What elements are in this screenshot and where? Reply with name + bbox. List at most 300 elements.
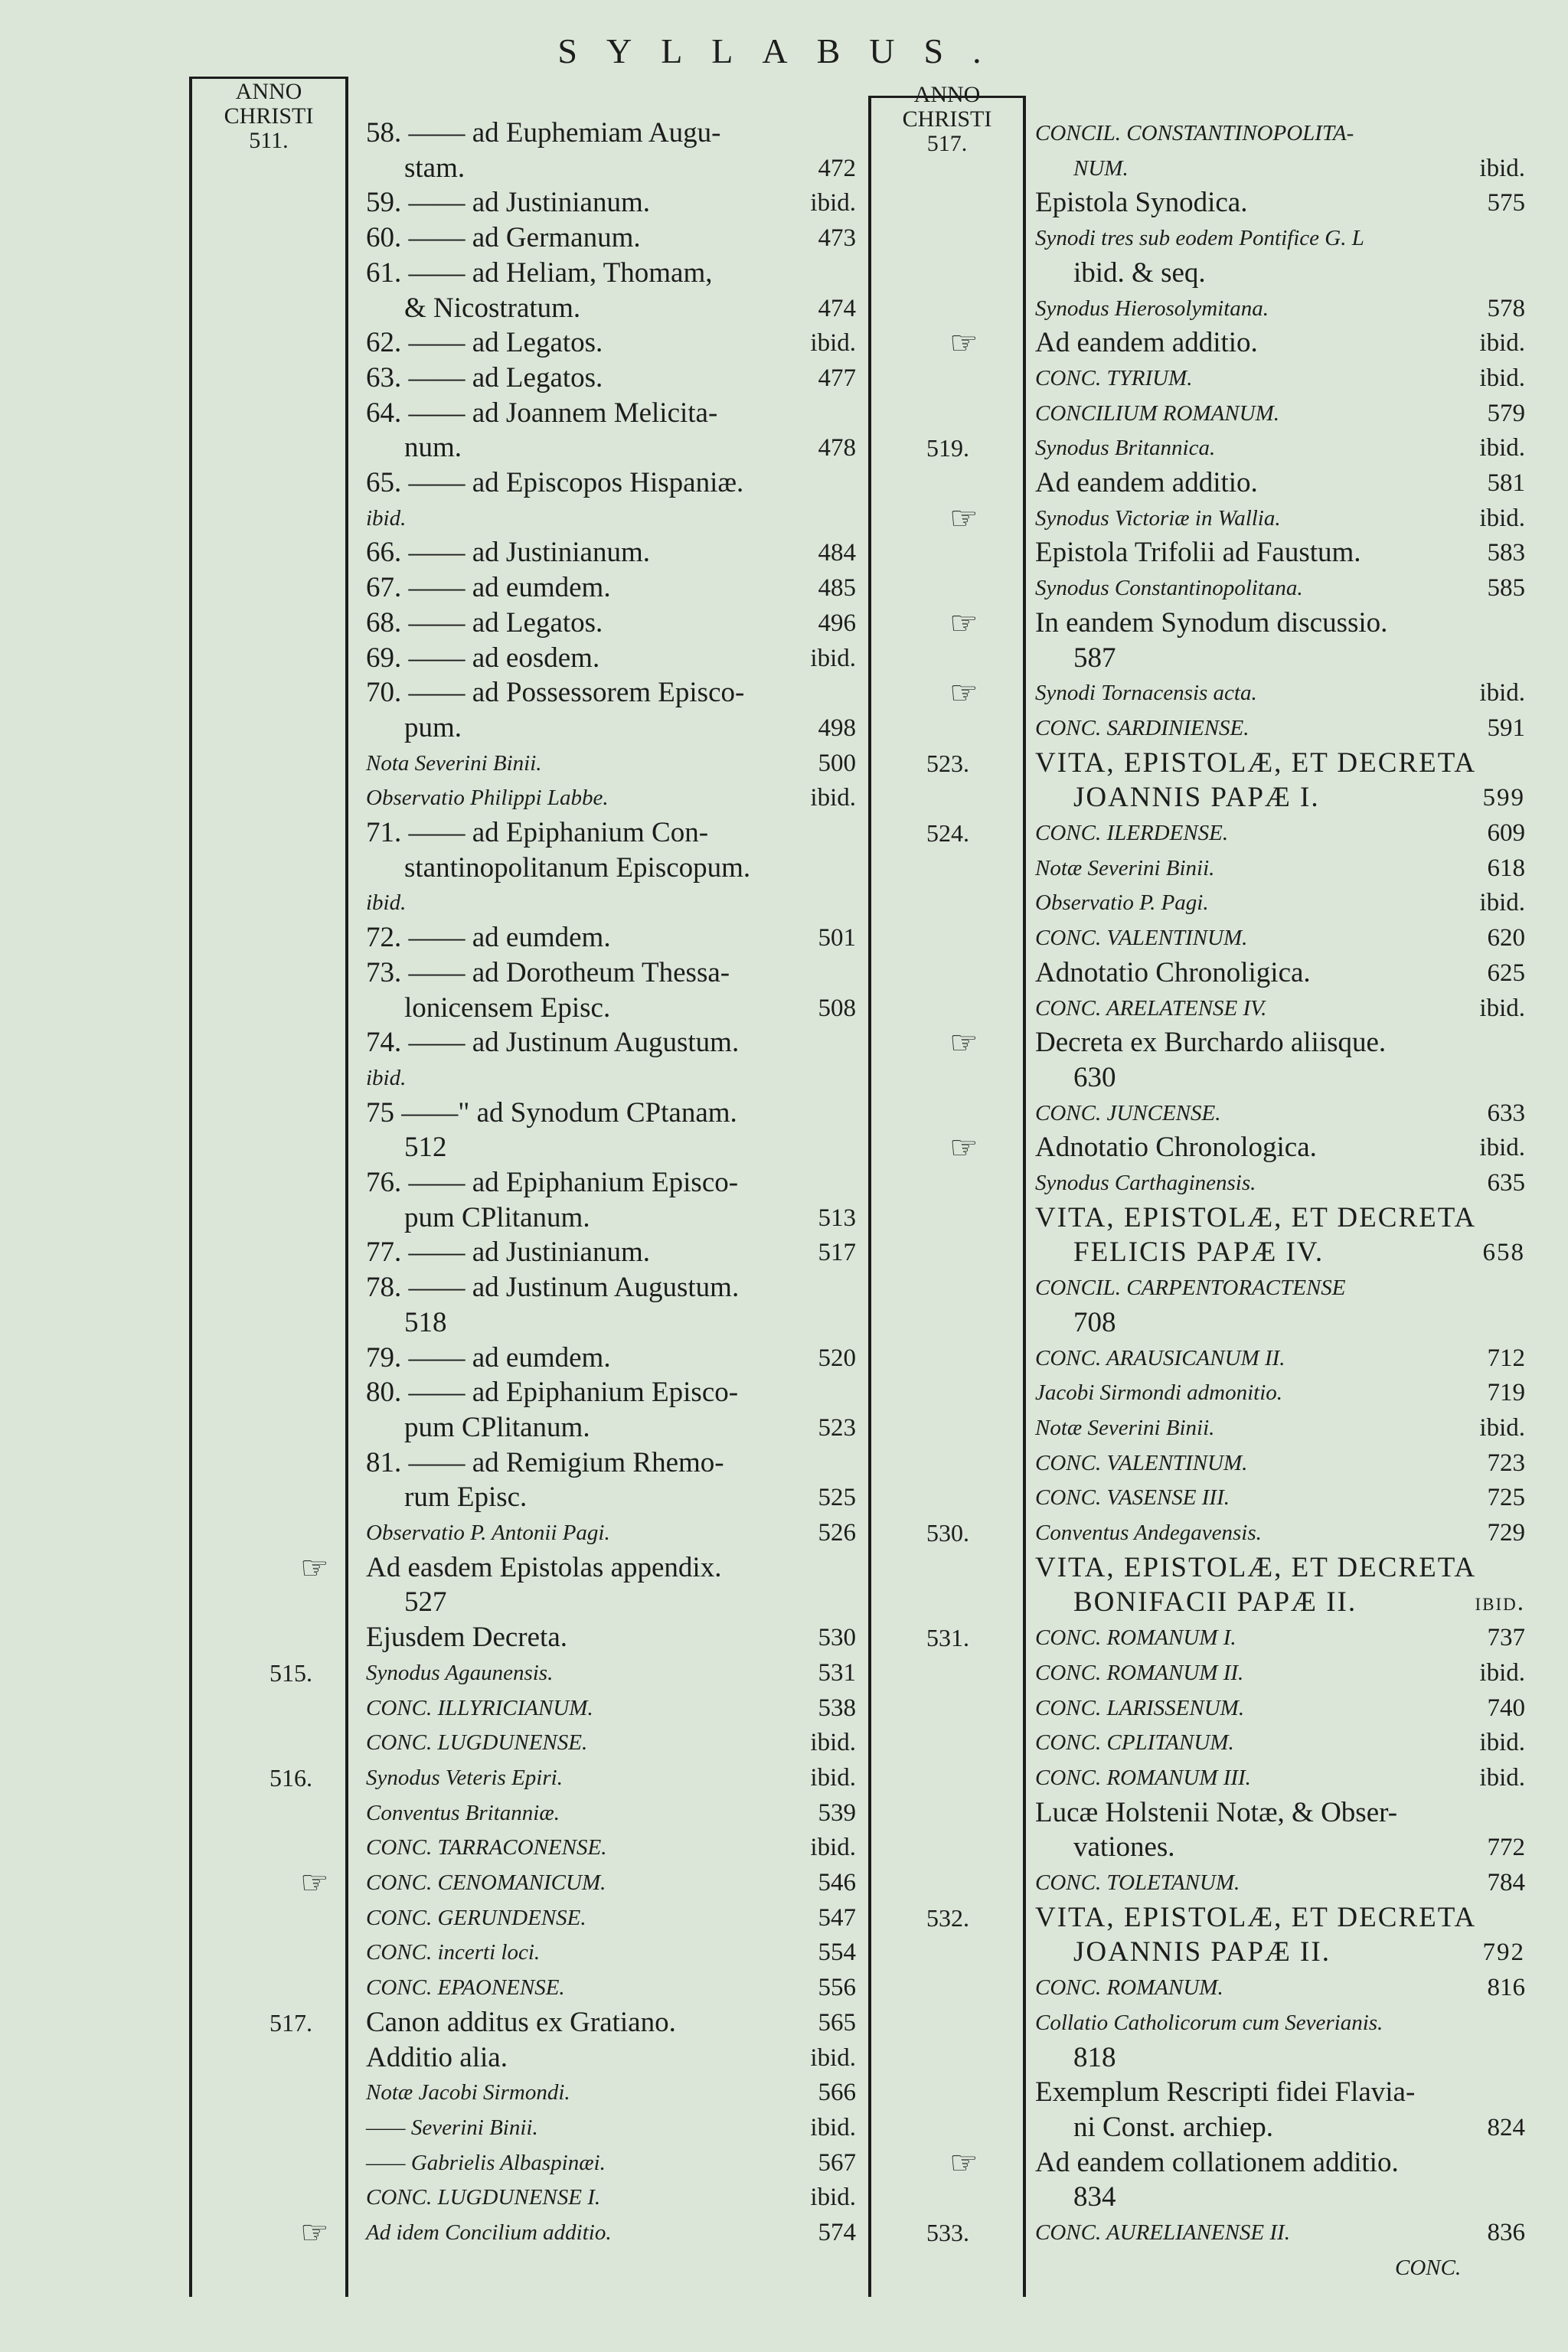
entry-text: CONC. GERUNDENSE. xyxy=(366,1905,586,1930)
left-entry xyxy=(366,2180,856,2214)
entry-text: CONC. ROMANUM. xyxy=(1035,1975,1223,2001)
right-entry xyxy=(1035,1341,1525,1375)
entry-text: 64. —— ad Joannem Melicita- xyxy=(366,397,718,429)
page-number: 574 xyxy=(818,2219,856,2246)
right-entry xyxy=(1035,2076,1525,2109)
page-number: 517 xyxy=(818,1239,856,1267)
entry-text: Ad eandem additio. xyxy=(1035,467,1258,498)
page-number: ibid. xyxy=(810,2043,856,2072)
entry-text: Synodus Veteris Epiri. xyxy=(366,1765,563,1790)
page-number: 546 xyxy=(818,1869,856,1896)
entry-text: 834 xyxy=(1073,2181,1116,2213)
entry-text: CONC. ILLYRICIANUM. xyxy=(366,1695,593,1720)
entry-text: pum. xyxy=(404,711,462,743)
left-entry xyxy=(366,1656,856,1690)
pointing-hand-icon: ☞ xyxy=(949,1129,978,1167)
right-entry xyxy=(1035,1726,1525,1759)
right-entry xyxy=(1035,886,1525,920)
entry-text: CONC. AURELIANENSE II. xyxy=(1035,2220,1290,2245)
page-number: 591 xyxy=(1487,714,1525,742)
page-number: 565 xyxy=(818,2008,856,2037)
right-entry xyxy=(1035,1201,1525,1235)
right-entry xyxy=(1035,431,1525,465)
entry-text: CONC. CPLITANUM. xyxy=(1035,1730,1234,1756)
page-number: 633 xyxy=(1487,1099,1525,1127)
page-number: ibid. xyxy=(810,644,856,672)
left-entry xyxy=(366,816,856,850)
left-entry xyxy=(366,1446,856,1480)
right-entry xyxy=(1035,466,1525,500)
entry-text: 76. —— ad Epiphanium Episco- xyxy=(366,1167,739,1198)
entry-text: Exemplum Rescripti fidei Flavia- xyxy=(1035,2076,1416,2109)
entry-text: CONC. xyxy=(1395,2255,1462,2280)
right-entry xyxy=(1035,1936,1525,1969)
anno-label: ANNO xyxy=(235,79,302,104)
right-entry xyxy=(1035,292,1525,325)
year-marker: 519. xyxy=(926,434,969,462)
right-entry xyxy=(1035,2251,1525,2285)
entry-text: Canon additus ex Gratiano. xyxy=(366,2006,676,2038)
right-entry xyxy=(1035,2006,1525,2040)
entry-text: 518 xyxy=(404,1306,447,1338)
pointing-hand-icon: ☞ xyxy=(300,1548,329,1586)
left-entry xyxy=(366,1096,856,1130)
right-entry xyxy=(1035,851,1525,885)
right-entry xyxy=(1035,1551,1525,1585)
left-entry xyxy=(366,1376,856,1410)
left-entry xyxy=(366,1481,856,1514)
entry-text: CONC. TOLETANUM. xyxy=(1035,1870,1240,1895)
center-rule xyxy=(868,96,871,2297)
page-number: 579 xyxy=(1487,399,1525,427)
right-entry xyxy=(1035,1621,1525,1655)
left-entry xyxy=(366,256,856,290)
entry-text: ibid. & seq. xyxy=(1073,256,1206,289)
entry-text: CONC. ILERDENSE. xyxy=(1035,821,1229,845)
page-number: 599 xyxy=(1482,784,1525,812)
page-number: ibid. xyxy=(1479,889,1525,917)
entry-text: VITA, EPISTOLÆ, ET DECRETA xyxy=(1035,746,1477,779)
right-entry xyxy=(1035,1026,1525,1060)
right-entry xyxy=(1035,2041,1525,2075)
page-number: 566 xyxy=(818,2079,856,2107)
right-entry xyxy=(1035,2216,1525,2249)
right-entry xyxy=(1035,711,1525,745)
page-number: 658 xyxy=(1482,1239,1525,1267)
right-entry xyxy=(1035,1446,1525,1480)
right-entry xyxy=(1035,326,1525,360)
left-entry xyxy=(366,116,856,150)
entry-text: 81. —— ad Remigium Rhemo- xyxy=(366,1446,724,1478)
left-entry xyxy=(366,1586,856,1619)
right-entry xyxy=(1035,606,1525,640)
entry-text: Decreta ex Burchardo aliisque. xyxy=(1035,1027,1387,1059)
right-entry xyxy=(1035,1411,1525,1445)
left-entry xyxy=(366,886,856,920)
left-entry xyxy=(366,606,856,640)
entry-text: CONC. VALENTINUM. xyxy=(1035,1450,1248,1475)
entry-text: CONC. VALENTINUM. xyxy=(1035,926,1248,951)
page-number: 575 xyxy=(1487,189,1525,217)
page-number: 478 xyxy=(818,434,856,462)
page-number: ibid. xyxy=(810,329,856,358)
entry-text: CONCILIUM ROMANUM. xyxy=(1035,400,1279,426)
left-entry xyxy=(366,1131,856,1165)
entry-text: 63. —— ad Legatos. xyxy=(366,361,603,394)
page-number: ibid. xyxy=(1479,329,1525,358)
left-entry xyxy=(366,1621,856,1655)
right-entry xyxy=(1035,221,1525,255)
page-number: 723 xyxy=(1487,1449,1525,1477)
right-entry xyxy=(1035,397,1525,430)
page-number: 737 xyxy=(1487,1624,1525,1652)
right-entry xyxy=(1035,2180,1525,2214)
entry-text: rum Episc. xyxy=(404,1481,528,1514)
entry-text: CONCIL. CARPENTORACTENSE xyxy=(1035,1276,1346,1301)
right-entry xyxy=(1035,1586,1525,1619)
year-marker: 531. xyxy=(926,1624,969,1652)
page-number: ibid. xyxy=(1479,679,1525,707)
right-anno-header xyxy=(871,83,1023,156)
entry-text: CONCIL. CONSTANTINOPOLITA- xyxy=(1035,121,1354,145)
entry-text: 587 xyxy=(1073,642,1116,674)
entry-text: ibid. xyxy=(366,890,407,916)
left-anno-header xyxy=(193,80,345,153)
page-number: 585 xyxy=(1487,574,1525,603)
left-entry xyxy=(366,1691,856,1725)
right-entry xyxy=(1035,152,1525,185)
pointing-hand-icon: ☞ xyxy=(949,498,978,537)
left-entry xyxy=(366,186,856,220)
entry-text: Epistola Synodica. xyxy=(1035,187,1248,219)
left-entry xyxy=(366,676,856,710)
entry-text: CONC. SARDINIENSE. xyxy=(1035,715,1250,740)
page-number: 477 xyxy=(818,364,856,392)
entry-text: 77. —— ad Justinianum. xyxy=(366,1236,651,1269)
right-entry xyxy=(1035,1481,1525,1514)
pointing-hand-icon: ☞ xyxy=(949,1024,978,1062)
page-number: 581 xyxy=(1487,469,1525,497)
entry-text: CONC. TYRIUM. xyxy=(1035,365,1193,390)
christi-label: CHRISTI xyxy=(224,103,314,129)
left-entry xyxy=(366,466,856,500)
page-number: 538 xyxy=(818,1694,856,1722)
right-entry xyxy=(1035,921,1525,955)
page-number: ibid. xyxy=(810,2184,856,2212)
entry-text: 60. —— ad Germanum. xyxy=(366,222,641,254)
entry-text: BONIFACII PAPÆ II. xyxy=(1073,1586,1357,1619)
page-number: 620 xyxy=(1487,924,1525,952)
left-entry xyxy=(366,501,856,535)
right-entry xyxy=(1035,1831,1525,1864)
left-entry xyxy=(366,1516,856,1550)
entry-text: 59. —— ad Justinianum. xyxy=(366,187,651,219)
entry-text: CONC. ROMANUM I. xyxy=(1035,1625,1236,1651)
page-number: 792 xyxy=(1482,1939,1525,1967)
right-entry xyxy=(1035,991,1525,1025)
left-entry xyxy=(366,921,856,955)
left-entry xyxy=(366,1026,856,1060)
right-entry xyxy=(1035,571,1525,605)
page-number: 523 xyxy=(818,1413,856,1442)
page-number: 784 xyxy=(1487,1869,1525,1896)
left-entry xyxy=(366,292,856,325)
right-entry xyxy=(1035,1376,1525,1410)
left-entry xyxy=(366,326,856,360)
entry-text: CONC. CENOMANICUM. xyxy=(366,1870,606,1895)
year-marker: 515. xyxy=(270,1658,312,1687)
entry-text: Jacobi Sirmondi admonitio. xyxy=(1035,1380,1283,1406)
entry-text: ibid. xyxy=(366,1065,407,1090)
left-entry xyxy=(366,1411,856,1445)
right-entry xyxy=(1035,1516,1525,1550)
entry-text: 75 ——" ad Synodum CPtanam. xyxy=(366,1096,737,1129)
left-entry xyxy=(366,1761,856,1795)
entry-text: CONC. VASENSE III. xyxy=(1035,1485,1230,1511)
right-entry xyxy=(1035,1166,1525,1200)
entry-text: CONC. ROMANUM III. xyxy=(1035,1765,1251,1790)
left-entry xyxy=(366,746,856,780)
entry-text: Synodus Constantinopolitana. xyxy=(1035,576,1303,601)
left-entry xyxy=(366,851,856,885)
entry-text: 512 xyxy=(404,1132,447,1164)
page-number: 500 xyxy=(818,749,856,777)
entry-text: CONC. TARRACONENSE. xyxy=(366,1835,607,1860)
entry-text: num. xyxy=(404,432,462,464)
entry-text: Ad eandem additio. xyxy=(1035,327,1258,359)
left-entry xyxy=(366,221,856,255)
right-inner-rule xyxy=(1023,96,1026,2297)
page-number: 496 xyxy=(818,609,856,637)
entry-text: FELICIS PAPÆ IV. xyxy=(1073,1236,1325,1269)
entry-text: Epistola Trifolii ad Faustum. xyxy=(1035,537,1361,569)
year-marker: 517. xyxy=(270,2008,312,2037)
page-number: ibid. xyxy=(810,1729,856,1757)
year-marker: 524. xyxy=(926,819,969,847)
right-entry xyxy=(1035,956,1525,990)
entry-text: 66. —— ad Justinianum. xyxy=(366,537,651,569)
entry-text: Adnotatio Chronologica. xyxy=(1035,1132,1317,1164)
right-entry xyxy=(1035,256,1525,290)
right-entry xyxy=(1035,116,1525,150)
left-entry xyxy=(366,571,856,605)
entry-text: 58. —— ad Euphemiam Augu- xyxy=(366,117,721,149)
page-number: ibid. xyxy=(1479,1763,1525,1792)
page-number: 816 xyxy=(1487,1974,1525,2002)
year-marker: 533. xyxy=(926,2219,969,2246)
right-entry xyxy=(1035,676,1525,710)
page-number: 547 xyxy=(818,1903,856,1932)
right-entry xyxy=(1035,1096,1525,1130)
entry-text: 61. —— ad Heliam, Thomam, xyxy=(366,256,713,289)
entry-text: CONC. incerti loci. xyxy=(366,1940,541,1965)
entry-text: 68. —— ad Legatos. xyxy=(366,606,603,639)
right-entry xyxy=(1035,501,1525,535)
page-number: 712 xyxy=(1487,1344,1525,1372)
page-number: 583 xyxy=(1487,539,1525,567)
page-number: 484 xyxy=(818,539,856,567)
entry-text: Synodus Victoriæ in Wallia. xyxy=(1035,505,1281,531)
left-inner-rule xyxy=(345,77,348,2297)
page-number: 625 xyxy=(1487,959,1525,987)
entry-text: 79. —— ad eumdem. xyxy=(366,1341,611,1374)
page-number: 618 xyxy=(1487,854,1525,882)
left-entry xyxy=(366,1936,856,1969)
page-number: 836 xyxy=(1487,2219,1525,2246)
right-entry xyxy=(1035,1271,1525,1305)
entry-text: VITA, EPISTOLÆ, ET DECRETA xyxy=(1035,1901,1477,1933)
left-entry xyxy=(366,1971,856,2004)
pointing-hand-icon: ☞ xyxy=(949,324,978,362)
left-entry xyxy=(366,1831,856,1864)
left-entry xyxy=(366,642,856,675)
entry-text: 78. —— ad Justinum Augustum. xyxy=(366,1272,740,1304)
left-entry xyxy=(366,361,856,395)
right-entry xyxy=(1035,186,1525,220)
page-number: ibid. xyxy=(810,1834,856,1862)
page-number: ibid. xyxy=(1479,504,1525,532)
entry-text: 818 xyxy=(1073,2041,1116,2073)
entry-text: 62. —— ad Legatos. xyxy=(366,327,603,359)
left-entry xyxy=(366,431,856,465)
page-number: 609 xyxy=(1487,819,1525,847)
page-number: ibid. xyxy=(1479,154,1525,182)
right-entry xyxy=(1035,1131,1525,1165)
right-entry xyxy=(1035,1971,1525,2004)
entry-text: Notæ Severini Binii. xyxy=(1035,855,1215,880)
entry-text: CONC. JUNCENSE. xyxy=(1035,1100,1221,1125)
entry-text: JOANNIS PAPÆ II. xyxy=(1073,1936,1331,1968)
page-number: 539 xyxy=(818,1798,856,1827)
right-entry xyxy=(1035,1796,1525,1830)
page-number: 526 xyxy=(818,1519,856,1547)
entry-text: Observatio P. Pagi. xyxy=(1035,890,1209,916)
entry-text: CONC. LUGDUNENSE I. xyxy=(366,2185,601,2210)
page-number: ibid. xyxy=(1479,1413,1525,1442)
page-number: 578 xyxy=(1487,294,1525,322)
entry-text: CONC. EPAONENSE. xyxy=(366,1975,565,2001)
page-number: ibid. xyxy=(1479,364,1525,392)
left-entry xyxy=(366,956,856,990)
left-entry xyxy=(366,1341,856,1375)
page-title: SYLLABUS. xyxy=(557,31,1011,70)
page-number: 554 xyxy=(818,1939,856,1967)
entry-text: Adnotatio Chronoligica. xyxy=(1035,956,1311,988)
left-entry xyxy=(366,1901,856,1935)
left-entry xyxy=(366,152,856,185)
entry-text: Nota Severini Binii. xyxy=(366,750,542,776)
entry-text: 73. —— ad Dorotheum Thessa- xyxy=(366,956,730,988)
left-entry xyxy=(366,1551,856,1585)
entry-text: Ejusdem Decreta. xyxy=(366,1622,567,1654)
left-entry xyxy=(366,1061,856,1095)
pointing-hand-icon: ☞ xyxy=(949,603,978,642)
year-marker: 530. xyxy=(926,1519,969,1547)
page-number: 474 xyxy=(818,294,856,322)
year-marker: 532. xyxy=(926,1903,969,1932)
page-number: 520 xyxy=(818,1344,856,1372)
page-number: ibid. xyxy=(810,1763,856,1792)
page-number: 501 xyxy=(818,924,856,952)
pointing-hand-icon: ☞ xyxy=(949,674,978,712)
right-entry xyxy=(1035,1306,1525,1340)
left-entry xyxy=(366,781,856,815)
entry-text: 74. —— ad Justinum Augustum. xyxy=(366,1027,740,1059)
page-number: 513 xyxy=(818,1204,856,1232)
entry-text: stantinopolitanum Episcopum. xyxy=(404,851,751,884)
entry-text: 71. —— ad Epiphanium Con- xyxy=(366,817,709,848)
left-entry xyxy=(366,1236,856,1269)
page-number: 485 xyxy=(818,574,856,603)
right-entry xyxy=(1035,1866,1525,1900)
entry-text: Synodus Agaunensis. xyxy=(366,1660,554,1685)
right-entry xyxy=(1035,1656,1525,1690)
left-entry xyxy=(366,1166,856,1200)
page-number: 531 xyxy=(818,1658,856,1687)
page-number: ibid. xyxy=(810,189,856,217)
page-number: ibid. xyxy=(1479,1658,1525,1687)
entry-text: CONC. LUGDUNENSE. xyxy=(366,1730,588,1756)
right-entry xyxy=(1035,1061,1525,1095)
page-number: 472 xyxy=(818,154,856,182)
right-entry xyxy=(1035,2111,1525,2145)
entry-text: CONC. ARELATENSE IV. xyxy=(1035,995,1267,1021)
page-number: 635 xyxy=(1487,1169,1525,1197)
entry-text: lonicensem Episc. xyxy=(404,991,611,1024)
left-entry xyxy=(366,1726,856,1759)
page-number: 567 xyxy=(818,2148,856,2177)
right-entry xyxy=(1035,536,1525,570)
entry-text: ibid. xyxy=(366,505,407,531)
right-entry xyxy=(1035,1901,1525,1935)
left-entry xyxy=(366,397,856,430)
left-entry xyxy=(366,991,856,1025)
page-number: ibid. xyxy=(1479,434,1525,462)
anno-year: 517. xyxy=(926,131,968,156)
page-number: 725 xyxy=(1487,1484,1525,1512)
entry-text: 72. —— ad eumdem. xyxy=(366,922,611,954)
left-outer-rule xyxy=(189,77,192,2297)
left-entry xyxy=(366,2111,856,2145)
page-number: 824 xyxy=(1487,2113,1525,2141)
entry-text: VITA, EPISTOLÆ, ET DECRETA xyxy=(1035,1551,1477,1583)
left-entry xyxy=(366,711,856,745)
page-number: 719 xyxy=(1487,1379,1525,1407)
left-entry xyxy=(366,2006,856,2040)
entry-text: stam. xyxy=(404,152,466,184)
christi-label: CHRISTI xyxy=(902,106,992,132)
year-marker: 523. xyxy=(926,749,969,777)
entry-text: Notæ Severini Binii. xyxy=(1035,1415,1215,1440)
entry-text: Collatio Catholicorum cum Severianis. xyxy=(1035,2010,1383,2035)
page-number: ibid. xyxy=(1479,1729,1525,1757)
page-number: 530 xyxy=(818,1624,856,1652)
entry-text: 70. —— ad Possessorem Episco- xyxy=(366,677,745,709)
entry-text: Ad eandem collationem additio. xyxy=(1035,2146,1399,2178)
pointing-hand-icon: ☞ xyxy=(300,2213,329,2251)
entry-text: pum CPlitanum. xyxy=(404,1411,590,1443)
left-entry xyxy=(366,1306,856,1340)
right-entry xyxy=(1035,1236,1525,1269)
entry-text: 630 xyxy=(1073,1061,1116,1093)
entry-text: NUM. xyxy=(1073,155,1129,181)
entry-text: 708 xyxy=(1073,1306,1116,1338)
page-number: ibid. xyxy=(1479,994,1525,1022)
entry-text: Notæ Jacobi Sirmondi. xyxy=(366,2080,570,2105)
entry-text: 69. —— ad eosdem. xyxy=(366,642,600,674)
entry-text: —— Severini Binii. xyxy=(366,2115,538,2140)
page-number: ibid. xyxy=(1475,1589,1525,1617)
